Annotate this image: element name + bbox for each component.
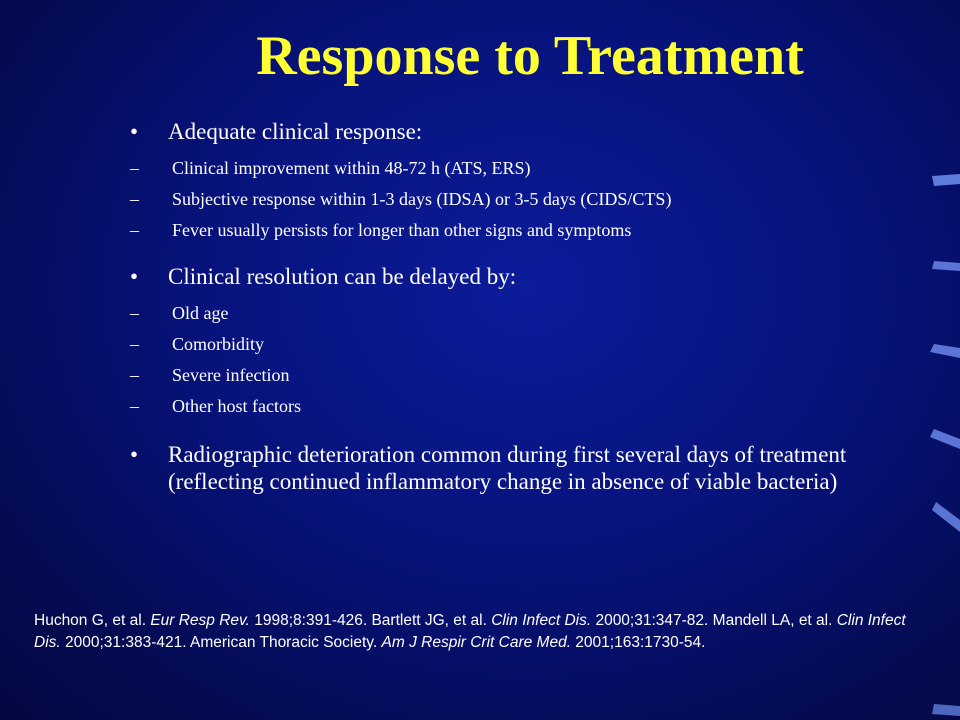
sub-item xyxy=(130,157,900,179)
sub-item-text: Severe infection xyxy=(172,365,290,385)
journal-name: Eur Resp Rev. xyxy=(150,612,250,629)
slide-title: Response to Treatment xyxy=(256,25,804,87)
sub-list xyxy=(130,157,900,241)
sub-item xyxy=(130,188,900,210)
bullet-dot: • xyxy=(130,442,139,467)
edge-streak-decoration xyxy=(930,255,960,279)
bullet-adequate-response xyxy=(130,118,900,145)
sub-item-text: Other host factors xyxy=(172,396,301,416)
sub-item xyxy=(130,219,900,241)
reference-text: 1998;8:391-426. Bartlett JG, et al. xyxy=(249,612,492,629)
dash: – xyxy=(130,396,139,416)
edge-streak-decoration xyxy=(930,500,960,540)
sub-item-text: Clinical improvement within 48-72 h (ATS, ERS) xyxy=(172,158,531,178)
sub-item xyxy=(130,302,900,324)
journal-name: Clin Infect Dis. xyxy=(491,612,592,629)
bullet-text: Adequate clinical response: xyxy=(168,119,423,144)
journal-name: Clin Infect Dis. xyxy=(34,612,906,651)
dash: – xyxy=(130,189,139,209)
bullet-text: Radiographic deterioration common during first several days of treatment (reflecting continued inflammatory change in absence of viable bacteria) xyxy=(168,442,847,494)
sub-item xyxy=(130,364,900,386)
sub-item xyxy=(130,333,900,355)
sub-item xyxy=(130,395,900,417)
bullet-dot: • xyxy=(130,119,139,144)
dash: – xyxy=(130,365,139,385)
reference-text: Huchon G, et al. xyxy=(34,612,151,629)
dash: – xyxy=(130,158,139,178)
reference-text: 2000;31:347-82. Mandell LA, et al. xyxy=(591,612,837,629)
references xyxy=(34,610,934,654)
sub-item-text: Old age xyxy=(172,303,229,323)
reference-text: 2001;163:1730-54. xyxy=(571,634,706,651)
edge-streak-decoration xyxy=(930,170,960,194)
sub-item-text: Fever usually persists for longer than other signs and symptoms xyxy=(172,220,632,240)
edge-streak-decoration xyxy=(930,700,960,720)
bullet-radiographic xyxy=(130,441,900,495)
sub-list xyxy=(130,302,900,417)
journal-name: Am J Respir Crit Care Med. xyxy=(381,634,571,651)
sub-item-text: Subjective response within 1-3 days (IDSA) or 3-5 days (CIDS/CTS) xyxy=(172,189,672,209)
slide-body xyxy=(130,118,900,495)
edge-streak-decoration xyxy=(930,425,960,459)
bullet-text: Clinical resolution can be delayed by: xyxy=(168,264,517,289)
sub-item-text: Comorbidity xyxy=(172,334,265,354)
dash: – xyxy=(130,303,139,323)
bullet-delayed-resolution xyxy=(130,263,900,290)
reference-text: 2000;31:383-421. American Thoracic Society. xyxy=(60,634,382,651)
bullet-dot: • xyxy=(130,264,139,289)
dash: – xyxy=(130,220,139,240)
dash: – xyxy=(130,334,139,354)
edge-streak-decoration xyxy=(930,338,960,368)
